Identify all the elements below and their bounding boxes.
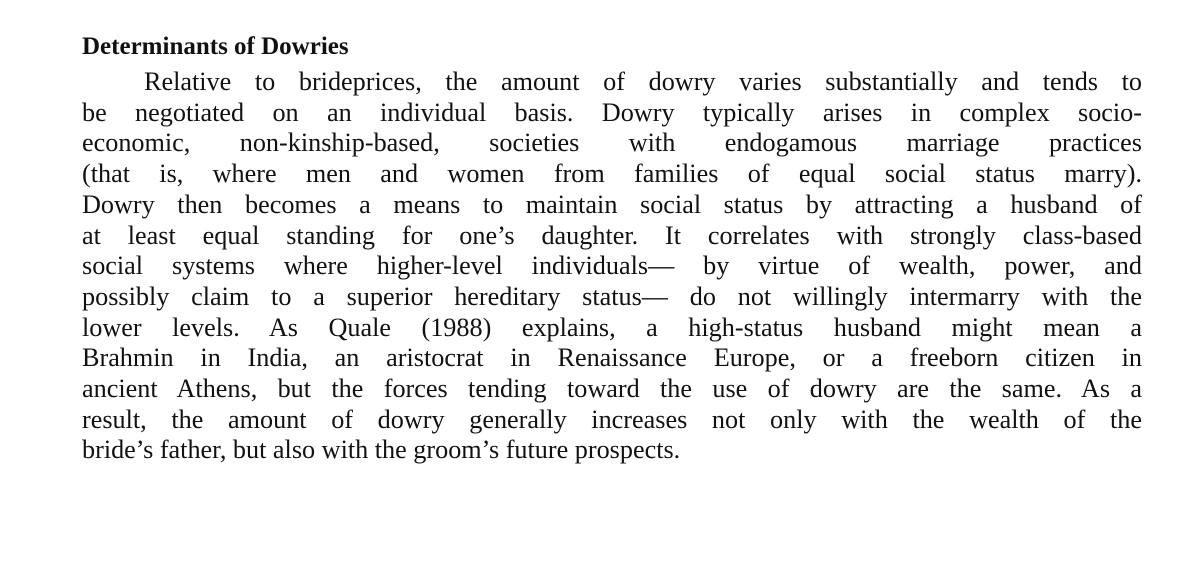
document-page [82,30,1142,466]
section-heading: Determinants of Dowries [82,33,349,60]
paragraph-line: lower levels. As Quale (1988) explains, a high-status husband might mean a [82,312,1142,342]
paragraph-line: at least equal standing for one’s daughter. It correlates with strongly class-based [82,220,1142,250]
paragraph-line: be negotiated on an individual basis. Dowry typically arises in complex socio- [82,97,1142,127]
paragraph-line: social systems where higher-level individuals— by virtue of wealth, power, and [82,251,1142,281]
paragraph-line: ancient Athens, but the forces tending toward the use of dowry are the same. As a [82,374,1142,404]
body-paragraph [82,67,1142,466]
paragraph-line: Brahmin in India, an aristocrat in Renaissance Europe, or a freeborn citizen in [82,343,1142,373]
paragraph-line: (that is, where men and women from families of equal social status marry). [82,159,1142,189]
paragraph-line: Dowry then becomes a means to maintain social status by attracting a husband of [82,189,1142,219]
paragraph-line: Relative to brideprices, the amount of dowry varies substantially and tends to [144,67,1142,96]
paragraph-line: economic, non-kinship-based, societies with endogamous marriage practices [82,128,1142,158]
paragraph-line: bride’s father, but also with the groom’s future prospects. [82,435,681,465]
paragraph-line: result, the amount of dowry generally increases not only with the wealth of the [82,404,1142,434]
paragraph-line: possibly claim to a superior hereditary status— do not willingly intermarry with the [82,281,1142,311]
